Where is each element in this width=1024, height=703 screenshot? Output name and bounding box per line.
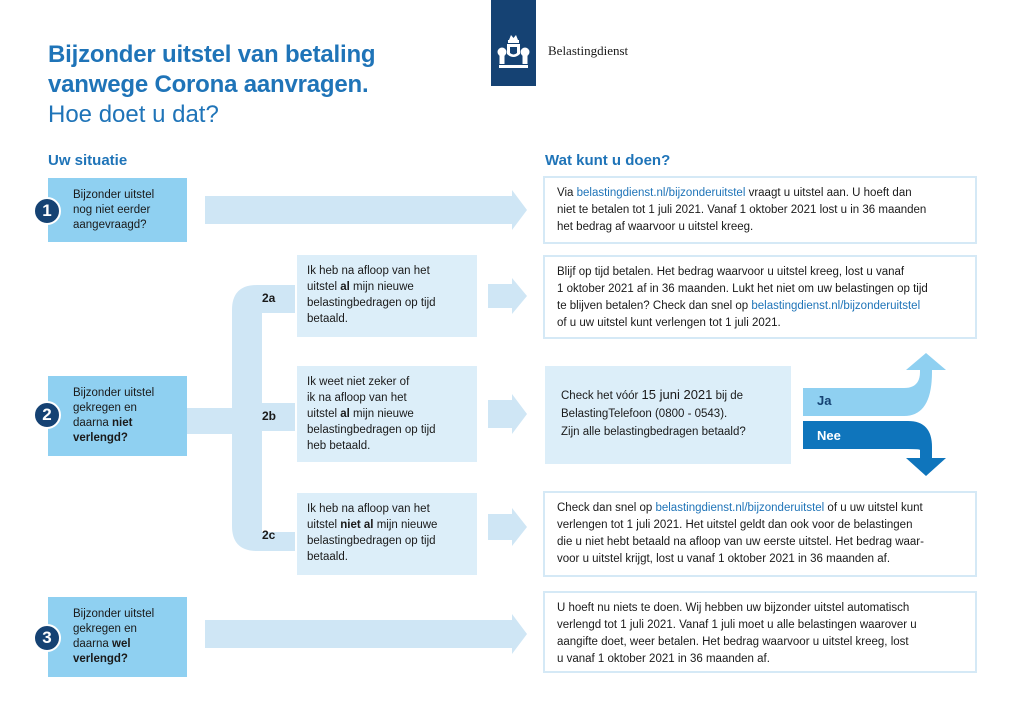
outcome-1-text: het bedrag af waarvoor u uitstel kreeg. [557,221,754,233]
outcome-3-text: U hoeft nu niets te doen. Wij hebben uw bijzonder uitstel automatisch [557,602,910,614]
outcome-2c-text: voor u uitstel krijgt, lost u vanaf 1 oktober 2021 in 36 maanden af. [557,553,891,565]
outcome-2c-box [543,491,977,577]
substep-2a-line: mijn nieuwe [353,281,414,293]
substep-2c-line: mijn nieuwe [376,519,438,531]
outcome-3-text: aangifte doet, weer betalen. Het bedrag waarvoor u uitstel kreeg, lost [557,636,909,648]
substep-2b-line: ik na afloop van het [307,392,407,404]
substep-2b-line: belastingbedragen op tijd [307,424,436,436]
substep-2c-line: Ik heb na afloop van het [307,503,430,515]
outcome-2b-date: 15 juni 2021 [641,387,713,402]
situation-1-line: aangevraagd? [73,218,147,231]
situation-1-line: Bijzonder uitstel [73,188,155,201]
situation-3-line: verlengd? [73,653,128,665]
outcome-1-text: niet te betalen tot 1 juli 2021. Vanaf 1 oktober 2021 lost u in 36 maanden [557,204,927,216]
outcome-1-box [543,176,977,244]
substep-2c-line: betaald. [307,551,348,563]
substep-2b-line: mijn nieuwe [353,408,414,420]
situation-3-line: Bijzonder uitstel [73,608,155,620]
ja-label: Ja [817,393,832,408]
arrow-2b [488,394,527,434]
outcome-1-text: vraagt u uitstel aan. U hoeft dan [745,187,912,199]
situation-2-line: Bijzonder uitstel [73,387,155,399]
outcome-2a-text: te blijven betalen? Check dan snel op [557,300,752,312]
situation-2-emphasis: niet [112,417,133,429]
substep-2c-line: uitstel [307,519,338,531]
outcome-2a-link[interactable]: belastingdienst.nl/bijzonderuitstel [751,300,921,312]
substep-2a-line: betaald. [307,313,348,325]
situation-2-box [48,376,187,456]
arrow-2c [488,508,527,546]
outcome-2b-text: bij de [712,390,744,402]
connector-2 [187,408,232,434]
substep-2a-emphasis: al [340,281,350,293]
arrow-2a [488,278,527,314]
substep-2b-line: uitstel [307,408,338,420]
substep-2c-emphasis: niet al [340,519,374,531]
outcome-1-text: Via [557,187,577,199]
substep-2a-line: Ik heb na afloop van het [307,265,430,277]
substep-2a-box [297,255,477,337]
substep-2b-line: Ik weet niet zeker of [307,376,410,388]
outcome-1-link[interactable]: belastingdienst.nl/bijzonderuitstel [576,187,746,199]
situation-2-number: 2 [33,401,61,429]
nee-label: Nee [817,428,841,443]
outcome-2a-text: 1 oktober 2021 af in 36 maanden. Lukt het niet om uw belastingen op tijd [557,283,928,295]
substep-2b-box [297,366,477,462]
outcome-3-text: u vanaf 1 oktober 2021 in 36 maanden af. [557,653,770,665]
situation-heading: Uw situatie [48,152,128,169]
outcome-2b-text: BelastingTelefoon (0800 - 0543). [561,408,728,420]
situation-3-number: 3 [33,624,61,652]
page-title-line-1: Bijzonder uitstel van betaling [48,41,376,68]
outcome-2c-text: verlengen tot 1 juli 2021. Het uitstel geldt dan ook voor de belastingen [557,519,913,531]
substep-2c-line: belastingbedragen op tijd [307,535,436,547]
outcome-2b-box [545,366,791,464]
action-heading: Wat kunt u doen? [545,152,671,169]
outcome-2c-text: of u uw uitstel kunt [824,502,923,514]
situation-2-line: daarna [73,417,109,429]
outcome-2a-text: of u uw uitstel kunt verlengen tot 1 juli 2021. [557,317,781,329]
substep-label-2c: 2c [262,528,276,542]
page-title-line-2: vanwege Corona aanvragen. [48,71,369,98]
outcome-2a-text: Blijf op tijd betalen. Het bedrag waarvoor u uitstel kreeg, lost u vanaf [557,266,905,278]
situation-3-box [48,597,187,677]
page-subtitle: Hoe doet u dat? [48,101,219,128]
situation-3-line: daarna [73,638,109,650]
substep-2a-line: uitstel [307,281,338,293]
substep-2a-line: belastingbedragen op tijd [307,297,436,309]
substep-2b-emphasis: al [340,408,350,420]
outcome-3-text: verlengd tot 1 juli 2021. Vanaf 1 juli moet u alle belastingen waarover u [557,619,917,631]
situation-1-line: nog niet eerder [73,203,151,216]
arrow-1 [205,190,527,230]
situation-3-emphasis: wel [112,638,131,650]
substep-label-2b: 2b [262,409,277,423]
outcome-2c-text: Check dan snel op [557,502,656,514]
situation-3-line: gekregen en [73,623,137,635]
situation-1-number: 1 [33,197,61,225]
outcome-2b-text: Check het vóór [561,390,642,402]
situation-2-line: verlengd? [73,432,128,444]
arrow-3 [205,614,527,654]
situation-1-box [48,178,187,242]
org-name: Belastingdienst [548,43,629,58]
outcome-2b-text: Zijn alle belastingbedragen betaald? [561,426,746,438]
situation-2-line: gekregen en [73,402,137,414]
substep-2c-box [297,493,477,575]
outcome-2c-text: die u niet hebt betaald na afloop van uw eerste uitstel. Het bedrag waar- [557,536,924,548]
outcome-2a-box [543,255,977,339]
outcome-2c-link[interactable]: belastingdienst.nl/bijzonderuitstel [655,502,825,514]
substep-label-2a: 2a [262,291,276,305]
substep-2b-line: heb betaald. [307,440,371,452]
outcome-3-box [543,591,977,673]
